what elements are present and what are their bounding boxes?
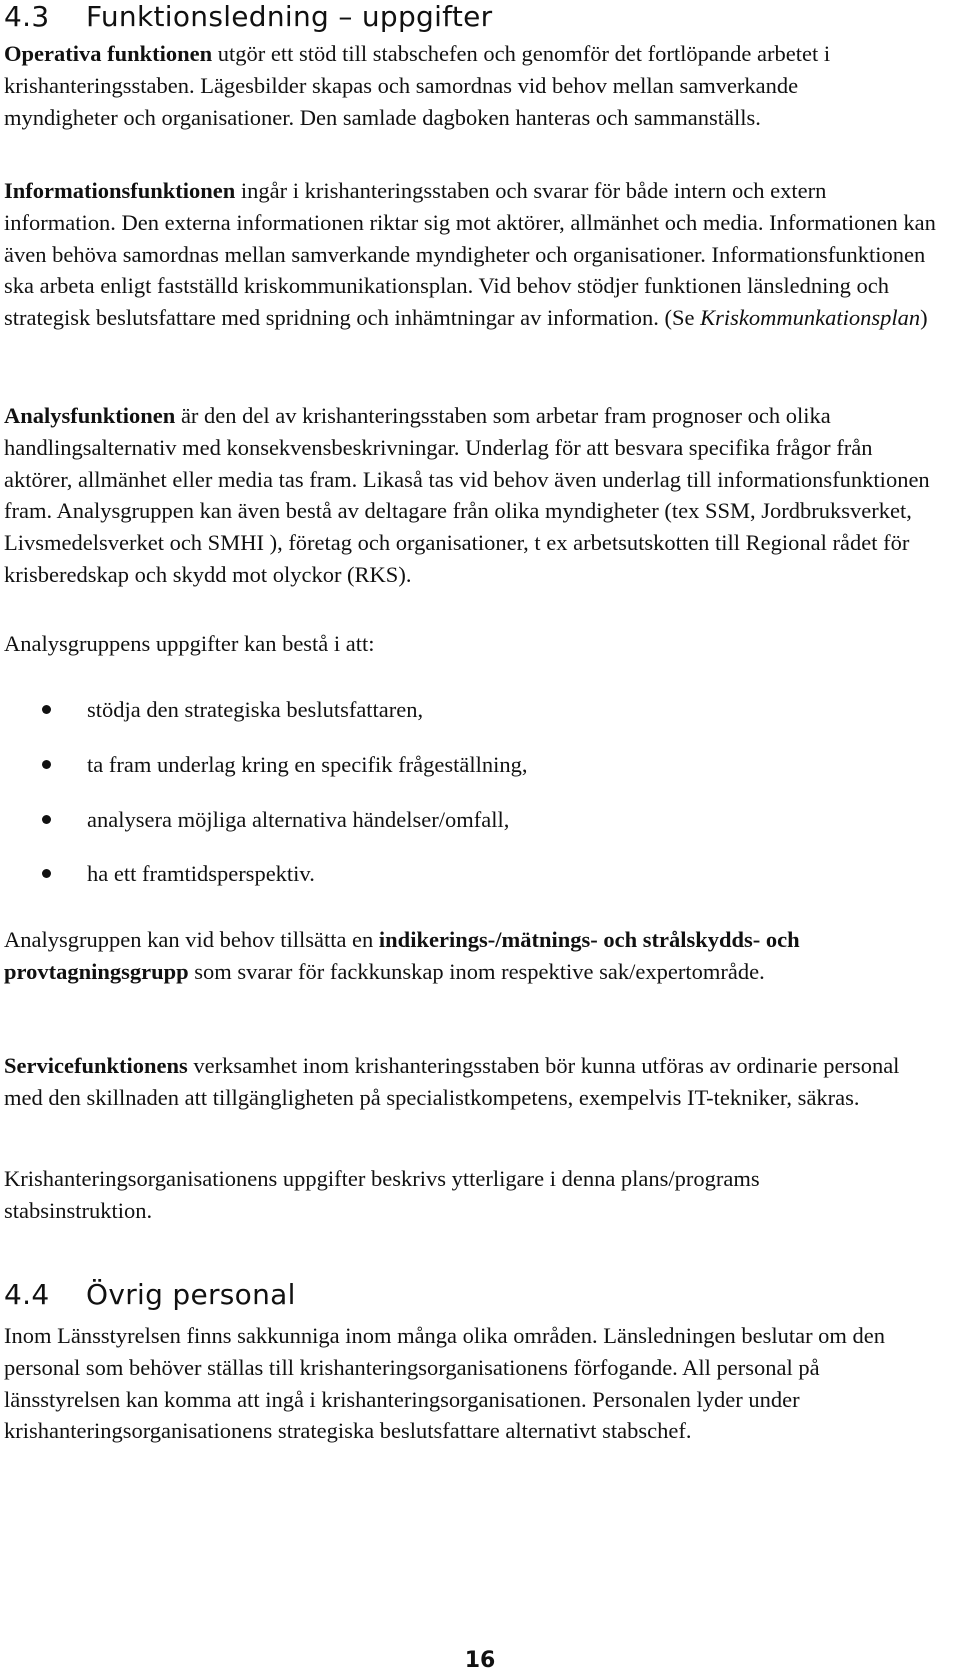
term-provtagningsgrupp: indikerings-/mätnings- och strålskydds- och provtagningsgrupp: [4, 927, 800, 984]
paragraph-operativa: [4, 38, 904, 133]
paragraph-text: Analysgruppen kan vid behov tillsätta en: [4, 927, 379, 952]
section-title: Övrig personal: [86, 1278, 296, 1311]
paragraph-krisorg: Krishanteringsorganisationens uppgifter beskrivs ytterligare i denna plans/programs stabsinstruktion.: [4, 1166, 760, 1223]
section-heading-4-4: [4, 1278, 944, 1311]
list-item-text: ha ett framtidsperspektiv.: [87, 861, 315, 886]
list-item-text: analysera möjliga alternativa händelser/omfall,: [87, 807, 510, 832]
paragraph-text: är den del av krishanteringsstaben som arbetar fram prognoser och olika handlingsalternativ med konsekvensbeskrivningar. Underlag för att besvara specifika frågor från aktörer, allmänhet eller media tas fram. Likaså tas vid behov även underlag till informationsfunktionen fram. Analysgruppen kan även bestå av deltagare från olika myndigheter (tex SSM, Jordbruksverket, Livsmedelsverket och SMHI ), företag och organisationer, t ex arbetsutskotten till Regional rådet för krisberedskap och skydd mot olyckor (RKS).: [4, 403, 930, 587]
section-number: 4.3: [4, 0, 50, 33]
reference-kriskommunikationsplan: Kriskommunkationsplan: [700, 305, 921, 331]
paragraph-text: ingår i krishanteringsstaben och svarar för både intern och extern information. Den externa informationen riktar sig mot aktörer, allmänhet och media. Informationen kan även behöva samordnas mellan samverkande myndigheter och organisationer. Informationsfunktionen ska arbeta enligt fastställd kriskommunikationsplan. Vid behov stödjer funktionen länsledning och strategisk beslutsfattare med spridning och inhämtningar av information. (Se: [4, 178, 936, 331]
paragraph-text: utgör ett stöd till stabschefen och genomför det fortlöpande arbetet i krishanteringsstaben. Lägesbilder skapas och samordnas vid behov mellan samverkande myndigheter och organisationer. Den samlade dagboken hanteras och sammanställs.: [4, 41, 831, 130]
bullet-icon: [42, 815, 51, 824]
list-item: [4, 749, 947, 781]
bullet-icon: [42, 705, 51, 714]
list-item: [4, 694, 947, 726]
paragraph-ovrig: Inom Länsstyrelsen finns sakkunniga inom många olika områden. Länsledningen beslutar om den personal som behöver ställas till krishanteringsorganisationens förfogande. All personal på länsstyrelsen kan komma att ingå i krishanteringsorganisationen. Personalen lyder under krishanteringsorganisationens strategiska beslutsfattare alternativt stabschef.: [4, 1323, 886, 1444]
term-analys: Analysfunktionen: [4, 403, 176, 428]
paragraph-analys: [4, 400, 939, 591]
section-heading-4-3: [4, 0, 944, 33]
bullet-icon: [42, 760, 51, 769]
section-number: 4.4: [4, 1278, 50, 1311]
list-item-text: ta fram underlag kring en specifik frågeställning,: [87, 752, 528, 777]
list-item: [4, 858, 947, 890]
paragraph-text: som svarar för fackkunskap inom respektive sak/expertområde.: [188, 958, 765, 984]
bullet-icon: [42, 869, 51, 878]
list-item: [4, 804, 947, 836]
term-operativa: Operativa funktionen: [4, 41, 213, 66]
paragraph-text: verksamhet inom krishanteringsstaben bör kunna utföras av ordinarie personal med den skillnaden att tillgängligheten på specialistkompetens, exempelvis IT-tekniker, säkras.: [4, 1053, 900, 1110]
paragraph-tillsatta: [4, 924, 939, 988]
paragraph-analysgruppens: Analysgruppens uppgifter kan bestå i att:: [4, 631, 375, 656]
paragraph-service: [4, 1050, 904, 1114]
page-number: 16: [464, 1648, 496, 1673]
paragraph-text: ): [920, 305, 928, 331]
term-service: Servicefunktionens: [4, 1053, 188, 1078]
term-information: Informationsfunktionen: [4, 178, 236, 203]
section-title: Funktionsledning – uppgifter: [86, 0, 493, 33]
paragraph-information: [4, 175, 939, 334]
list-item-text: stödja den strategiska beslutsfattaren,: [87, 697, 424, 722]
